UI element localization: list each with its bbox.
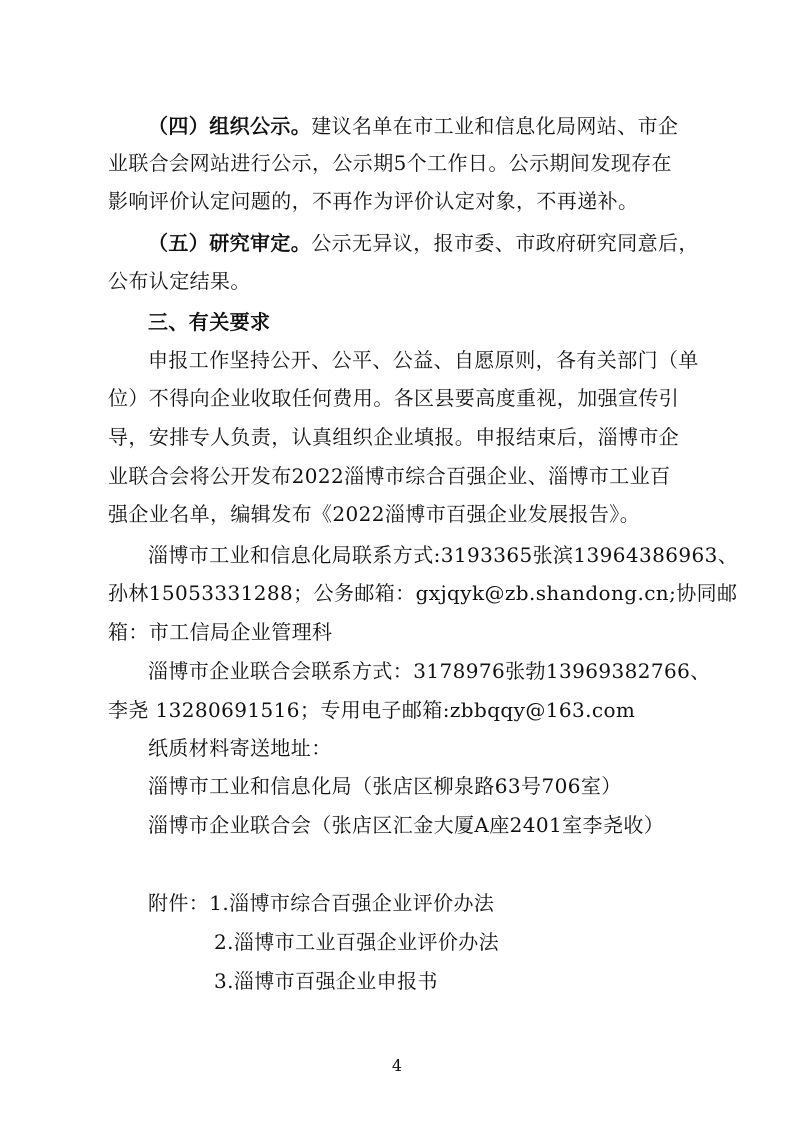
review-text: 公示无异议，报市委、市政府研究同意后， — [311, 231, 699, 255]
contact-bureau-line-3: 箱：市工信局企业管理科 — [108, 620, 333, 644]
paragraph-publicity-line-2: 业联合会网站进行公示，公示期5个工作日。公示期间发现存在 — [108, 151, 672, 175]
publicity-label: （四）组织公示。 — [148, 114, 312, 138]
paragraph-requirements-line-1: 申报工作坚持公开、公平、公益、自愿原则，各有关部门（单 — [148, 348, 699, 372]
publicity-text: 建议名单在市工业和信息化局网站、市企 — [311, 114, 679, 138]
paragraph-publicity-line-3: 影响评价认定问题的，不再作为评价认定对象，不再递补。 — [108, 189, 639, 213]
mailing-address-federation: 淄博市企业联合会（张店区汇金大厦A座2401室李尧收） — [148, 813, 665, 837]
paragraph-requirements-line-2: 位）不得向企业收取任何费用。各区县要高度重视，加强宣传引 — [108, 386, 680, 410]
mailing-address-label: 纸质材料寄送地址： — [148, 736, 332, 760]
attachments-label: 附件： — [148, 891, 210, 915]
contact-federation-line-1: 淄博市企业联合会联系方式：3178976张勃13969382766、 — [148, 659, 711, 683]
page-number: 4 — [391, 1056, 403, 1075]
paragraph-review-line-2: 公布认定结果。 — [108, 269, 251, 293]
paragraph-review-line-1 — [148, 228, 699, 258]
paragraph-requirements-line-3: 导，安排专人负责，认真组织企业填报。申报结束后，淄博市企 — [108, 425, 680, 449]
attachment-item: 1.淄博市综合百强企业评价办法 — [209, 891, 495, 915]
contact-bureau-line-2: 孙林15053331288；公务邮箱：gxjqyk@zb.shandong.cn;协同邮 — [108, 581, 738, 605]
contact-federation-line-2: 李尧 13280691516；专用电子邮箱:zbbqqy@163.com — [108, 698, 636, 722]
mailing-address-bureau: 淄博市工业和信息化局（张店区柳泉路63号706室） — [148, 774, 622, 798]
attachment-item: 2.淄博市工业百强企业评价办法 — [214, 930, 500, 954]
attachment-line-1 — [148, 888, 494, 918]
paragraph-requirements-line-5: 强企业名单，编辑发布《2022淄博市百强企业发展报告》。 — [108, 502, 641, 526]
paragraph-publicity-line-1 — [148, 111, 678, 141]
section-heading: 三、有关要求 — [148, 310, 271, 334]
contact-bureau-line-1: 淄博市工业和信息化局联系方式:3193365张滨13964386963、 — [148, 543, 739, 567]
paragraph-requirements-line-4: 业联合会将公开发布2022淄博市综合百强企业、淄博市工业百 — [108, 464, 671, 488]
attachment-item: 3.淄博市百强企业申报书 — [214, 969, 438, 993]
review-label: （五）研究审定。 — [148, 231, 312, 255]
